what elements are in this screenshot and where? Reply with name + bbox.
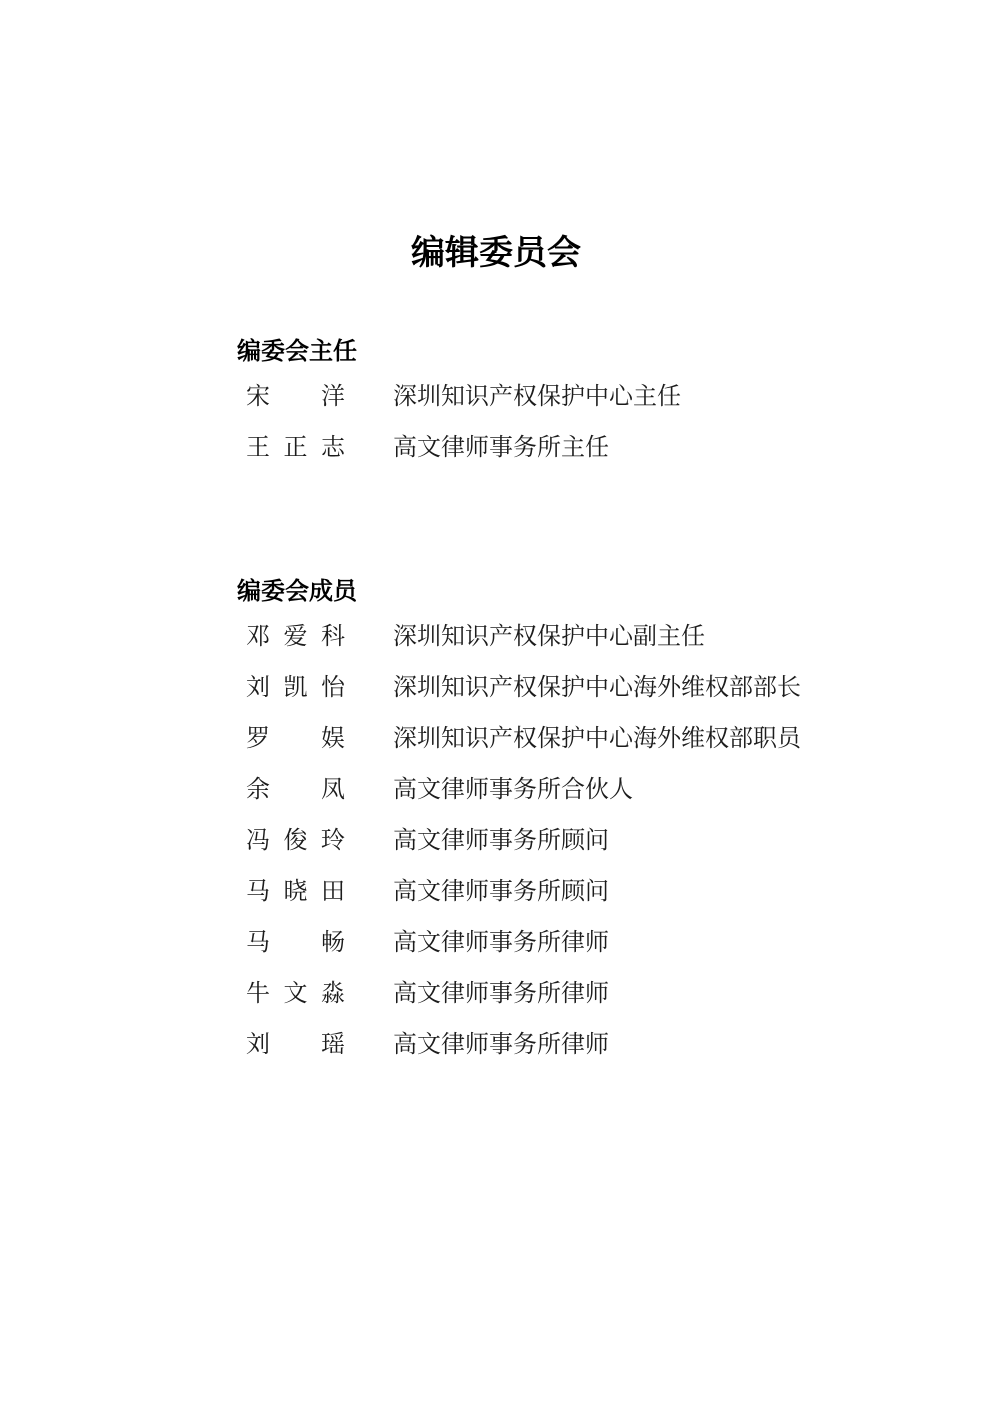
chairman-list [0,368,992,470]
member-row [0,863,992,914]
member-role: 深圳知识产权保护中心副主任 [393,622,705,650]
member-row [0,608,992,659]
member-name: 冯 俊 玲 [246,826,345,854]
member-row [0,965,992,1016]
member-role: 高文律师事务所律师 [393,928,609,956]
members-list [0,608,992,1067]
member-row [0,812,992,863]
member-role: 高文律师事务所顾问 [393,877,609,905]
member-name: 罗 娱 [246,724,345,752]
member-name: 王 正 志 [246,433,345,461]
member-row [0,710,992,761]
section-heading-chairman: 编委会主任 [237,337,357,365]
member-role: 深圳知识产权保护中心主任 [393,382,681,410]
member-name: 马 晓 田 [246,877,345,905]
member-row [0,419,992,470]
member-role: 深圳知识产权保护中心海外维权部部长 [393,673,801,701]
member-role: 高文律师事务所顾问 [393,826,609,854]
member-role: 深圳知识产权保护中心海外维权部职员 [393,724,801,752]
member-row [0,1016,992,1067]
member-role: 高文律师事务所律师 [393,979,609,1007]
section-heading-members: 编委会成员 [237,577,357,605]
member-name: 宋 洋 [246,382,345,410]
member-role: 高文律师事务所合伙人 [393,775,633,803]
member-row [0,761,992,812]
member-name: 刘 凯 怡 [246,673,345,701]
member-row [0,368,992,419]
member-name: 余 凤 [246,775,345,803]
page-title: 编辑委员会 [411,233,581,273]
member-row [0,914,992,965]
member-role: 高文律师事务所主任 [393,433,609,461]
member-name: 刘 瑶 [246,1030,345,1058]
member-row [0,659,992,710]
member-name: 牛 文 淼 [246,979,345,1007]
member-name: 邓 爱 科 [246,622,345,650]
member-role: 高文律师事务所律师 [393,1030,609,1058]
member-name: 马 畅 [246,928,345,956]
